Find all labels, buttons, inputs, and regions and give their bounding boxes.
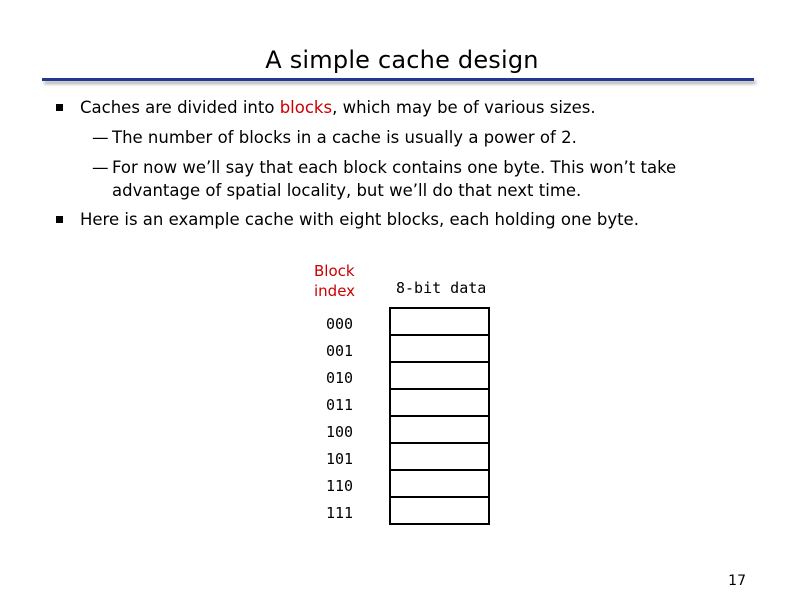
square-bullet-icon <box>56 104 63 111</box>
title-rule <box>42 78 754 81</box>
dash-bullet-icon: — <box>92 128 109 147</box>
cache-block-cell <box>389 307 490 336</box>
bullet-text-part: , which may be of various sizes. <box>332 98 596 117</box>
block-index-header <box>314 261 355 301</box>
block-index-label: 101 <box>326 450 354 468</box>
cache-block-cell <box>389 496 490 525</box>
block-index-label: 110 <box>326 477 354 495</box>
cache-block-cell <box>389 361 490 390</box>
cache-block-cell <box>389 388 490 417</box>
cache-block-cell <box>389 469 490 498</box>
slide-title: A simple cache design <box>265 46 539 74</box>
block-index-label: 001 <box>326 342 354 360</box>
bullet-caches-divided <box>80 97 596 119</box>
block-index-label: 111 <box>326 504 354 522</box>
block-index-label: 011 <box>326 396 354 414</box>
bullet-text-part: Caches are divided into <box>80 98 280 117</box>
block-index-header-line: index <box>314 282 356 300</box>
block-index-label: 000 <box>326 315 354 333</box>
square-bullet-icon <box>56 216 63 223</box>
cache-block-cell <box>389 442 490 471</box>
dash-bullet-icon: — <box>92 158 109 177</box>
cache-block-cell <box>389 415 490 444</box>
block-index-label: 100 <box>326 423 354 441</box>
page-number: 17 <box>728 573 746 589</box>
cache-block-cell <box>389 334 490 363</box>
block-index-label: 010 <box>326 369 354 387</box>
bullet-example-cache: Here is an example cache with eight blocks, each holding one byte. <box>80 210 639 229</box>
emphasis-blocks: blocks <box>279 98 333 117</box>
sub-bullet-one-byte-line-1: For now we’ll say that each block contains one byte. This won’t take <box>112 158 677 177</box>
data-column-header: 8-bit data <box>396 279 487 297</box>
sub-bullet-one-byte-line-2: advantage of spatial locality, but we’ll do that next time. <box>112 181 582 200</box>
block-index-header-line: Block <box>314 262 355 280</box>
sub-bullet-number-of-blocks: The number of blocks in a cache is usually a power of 2. <box>112 128 577 147</box>
